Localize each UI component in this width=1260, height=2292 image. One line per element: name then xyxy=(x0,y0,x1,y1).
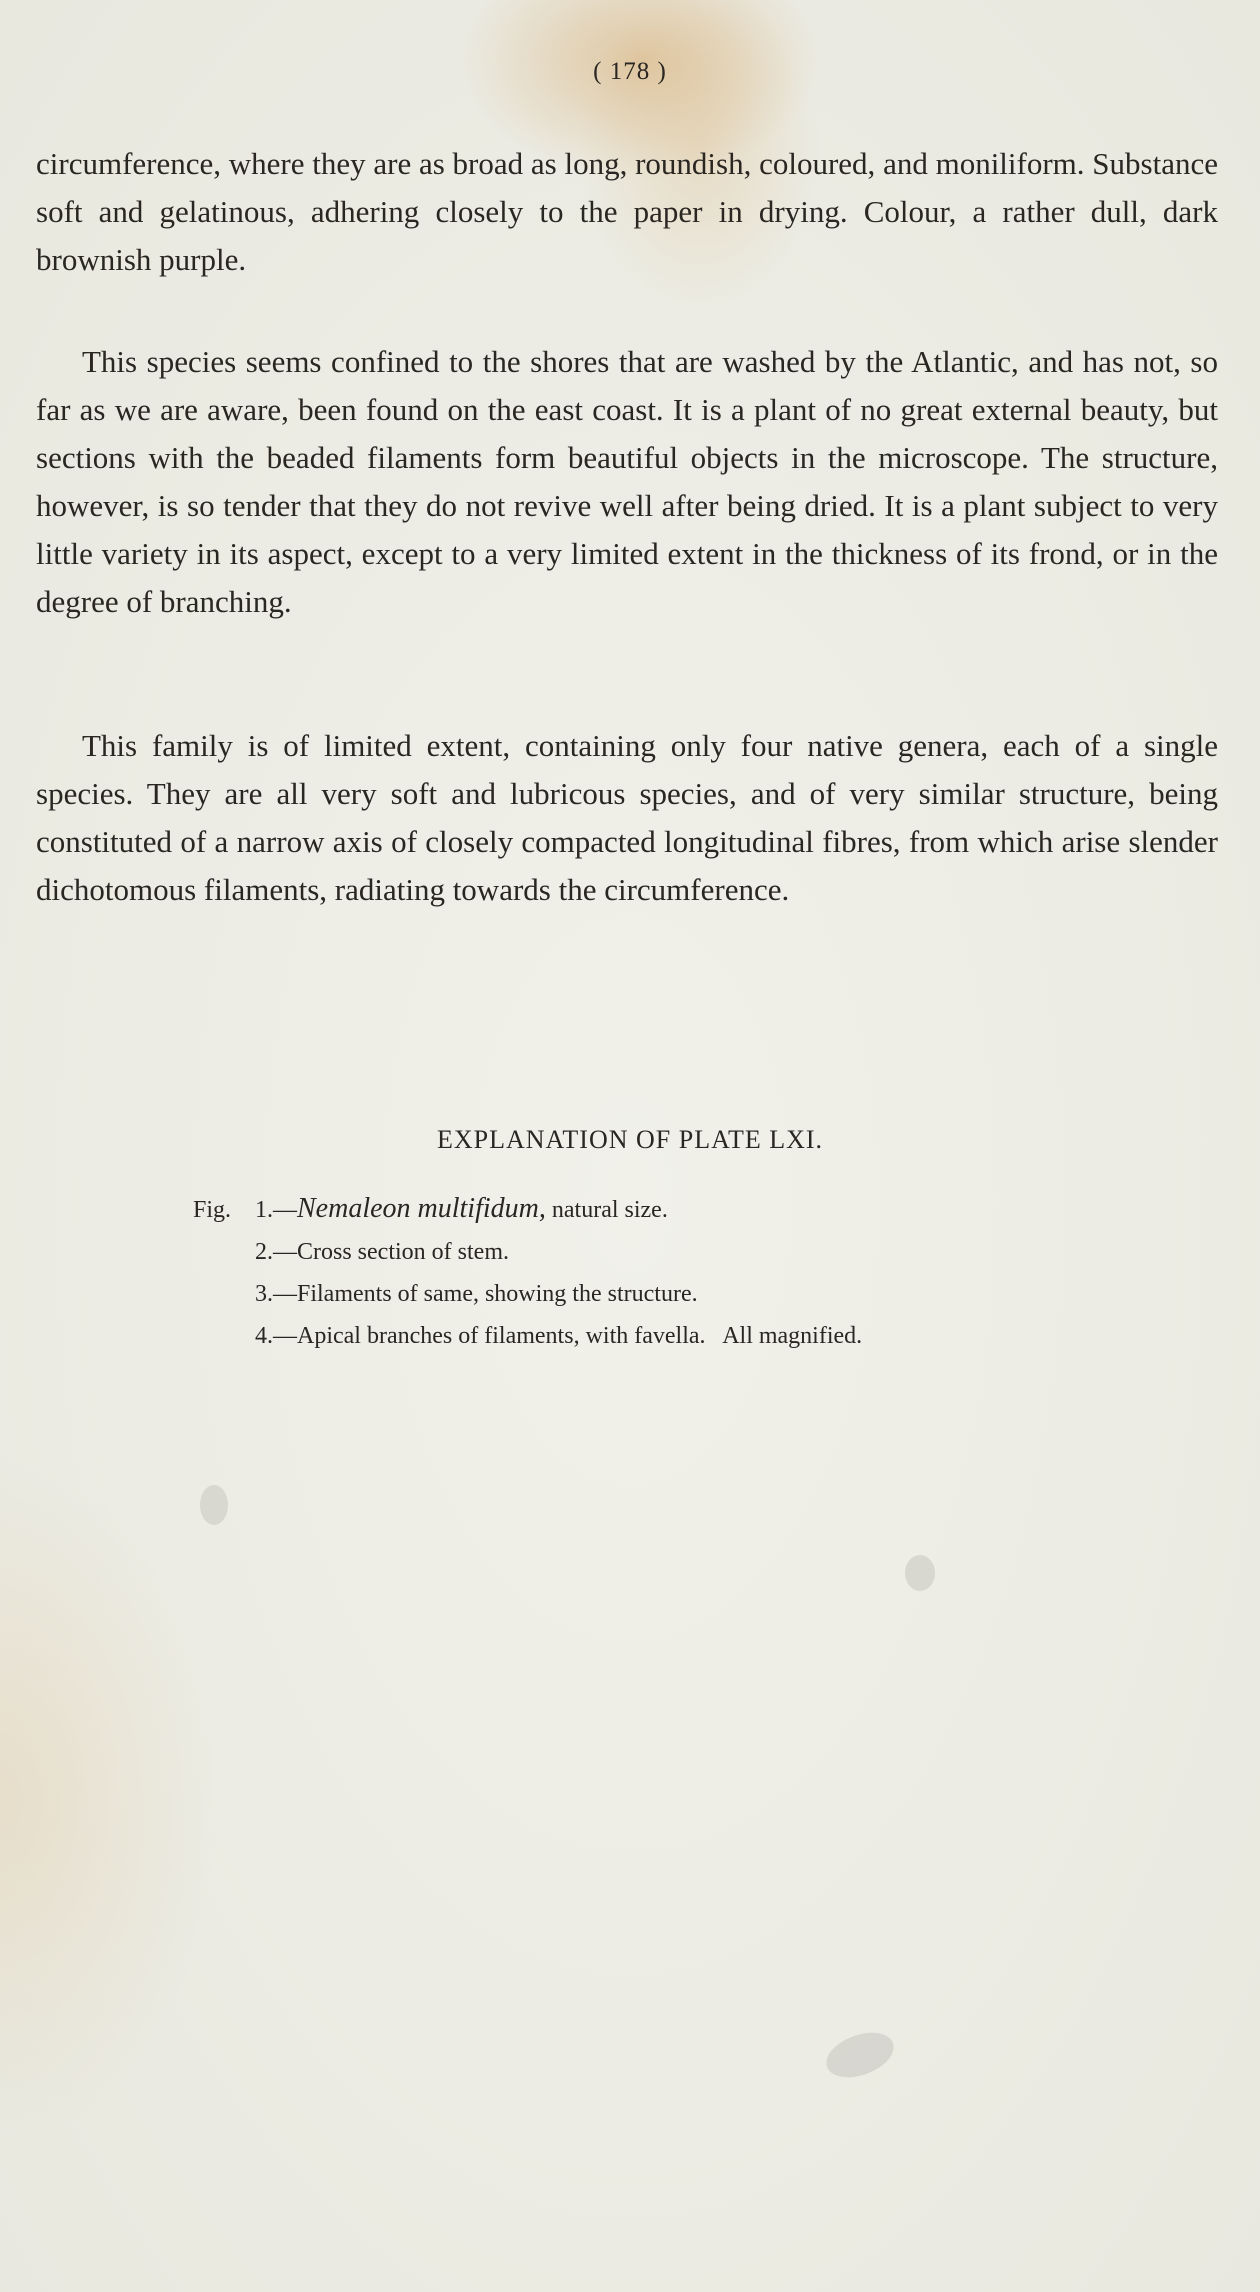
paragraph-1-text: circumference, where they are as broad as long, roundish, coloured, and moniliform. Substance soft and gelatinous, adhering closely to the paper in drying. Colour, a rather dull, dark brownish purple. xyxy=(36,146,1218,277)
paragraph-2-text: This species seems confined to the shores that are washed by the Atlantic, and has not, so far as we are aware, been found on the east coast. It is a plant of no great external beauty, but sections with the beaded filaments form beautiful objects in the microscope. The structure, however, is so tender that they do not revive well after being dried. It is a plant subject to very little variety in its aspect, except to a very limited extent in the thickness of its frond, or in the degree of branching. xyxy=(36,344,1218,619)
figure-item-1 xyxy=(193,1188,862,1231)
figure-number: 1.— xyxy=(255,1197,297,1223)
species-name: Nemaleon multifidum, xyxy=(297,1193,546,1224)
figure-list xyxy=(193,1188,862,1357)
page-number: ( 178 ) xyxy=(593,58,667,85)
paragraph-3 xyxy=(36,722,1218,914)
figure-caption: natural size. xyxy=(545,1197,668,1223)
paper-spot xyxy=(820,2024,899,2086)
figure-caption: Apical branches of filaments, with favella. All magnified. xyxy=(297,1323,863,1349)
figure-item-2 xyxy=(193,1231,862,1273)
fig-prefix: Fig. xyxy=(193,1197,232,1223)
figure-caption: Filaments of same, showing the structure. xyxy=(297,1281,698,1307)
figure-caption: Cross section of stem. xyxy=(297,1239,509,1265)
paper-spot xyxy=(905,1555,935,1591)
figure-item-4 xyxy=(193,1315,862,1357)
paper-spot xyxy=(200,1485,228,1525)
plate-explanation-heading: EXPLANATION OF PLATE LXI. xyxy=(436,1125,824,1154)
paragraph-2 xyxy=(36,338,1218,626)
paragraph-3-text: This family is of limited extent, containing only four native genera, each of a single species. They are all very soft and lubricous species, and of very similar structure, being constituted of a narrow axis of closely compacted longitudinal fibres, from which arise slender dichotomous filaments, radiating towards the circumference. xyxy=(36,728,1218,907)
paragraph-1 xyxy=(36,140,1218,284)
figure-item-3 xyxy=(193,1273,862,1315)
figure-number: 4.— xyxy=(255,1323,297,1349)
figure-number: 3.— xyxy=(255,1281,297,1307)
figure-number: 2.— xyxy=(255,1239,297,1265)
